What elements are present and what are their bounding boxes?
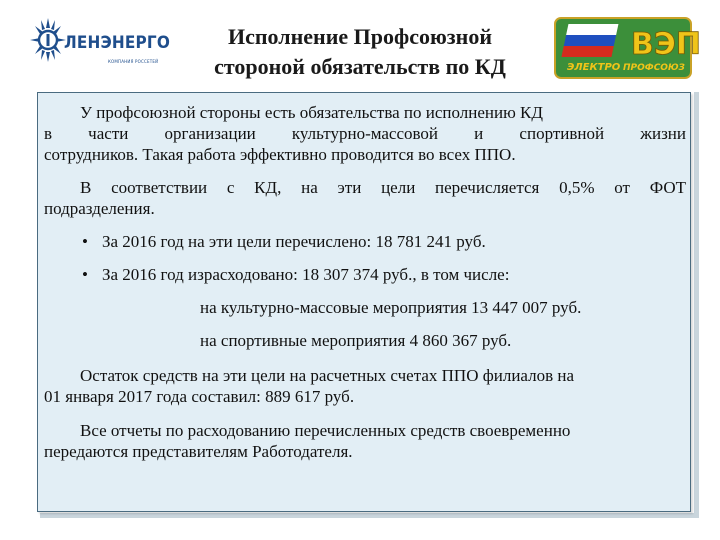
logo-word-electro: ЭЛЕКТРО [567,62,621,73]
lenenergo-logo [28,14,176,74]
electroprofsoyuz-logo [553,12,701,82]
paragraph-2-line-2: подразделения. [44,199,155,218]
paragraph-1-line-3: сотрудников. Такая работа эффективно проводится во всех ППО. [44,145,516,164]
lenenergo-name: ЛЕНЭНЕРГО [64,33,171,53]
paragraph-2-line-1: В соответствии с КД, на эти цели перечисляется 0,5% от ФОТ [80,178,686,197]
bullet-dot-2: • [82,265,88,284]
bullet-1: За 2016 год на эти цели перечислено: 18 781 241 руб. [102,232,486,251]
lenenergo-tagline: КОМПАНИЯ РОССЕТЕЙ [108,59,159,64]
electroprofsoyuz-emblem-icon [553,12,701,82]
paragraph-4-line-1: Все отчеты по расходованию перечисленных средств своевременно [80,421,571,440]
page-title [180,22,540,82]
bullet-2: За 2016 год израсходовано: 18 307 374 руб., в том числе: [102,265,510,284]
title-line-2: стороной обязательств по КД [214,54,506,79]
paragraph-3-line-1: Остаток средств на эти цели на расчетных счетах ППО филиалов на [80,366,575,385]
paragraph-3-line-2: 01 января 2017 года составил: 889 617 руб. [44,387,355,406]
paragraph-4-line-2: передаются представителям Работодателя. [44,442,353,461]
sub-item-cultural: на культурно-массовые мероприятия 13 447 007 руб. [200,298,582,317]
paragraph-1-line-2: в части организации культурно-массовой и спортивной жизни [44,124,686,143]
sub-item-sports: на спортивные мероприятия 4 860 367 руб. [200,331,512,350]
logo-letters: ВЭП [631,27,701,62]
logo-word-profsoyuz: ПРОФСОЮЗ [623,63,685,73]
box-shadow-right [694,92,699,515]
box-shadow-bottom [40,513,699,518]
title-line-1: Исполнение Профсоюзной [228,24,492,49]
paragraph-1-line-1: У профсоюзной стороны есть обязательства по исполнению КД [80,103,543,122]
lenenergo-emblem-icon [28,14,68,66]
bullet-dot-1: • [82,232,88,251]
